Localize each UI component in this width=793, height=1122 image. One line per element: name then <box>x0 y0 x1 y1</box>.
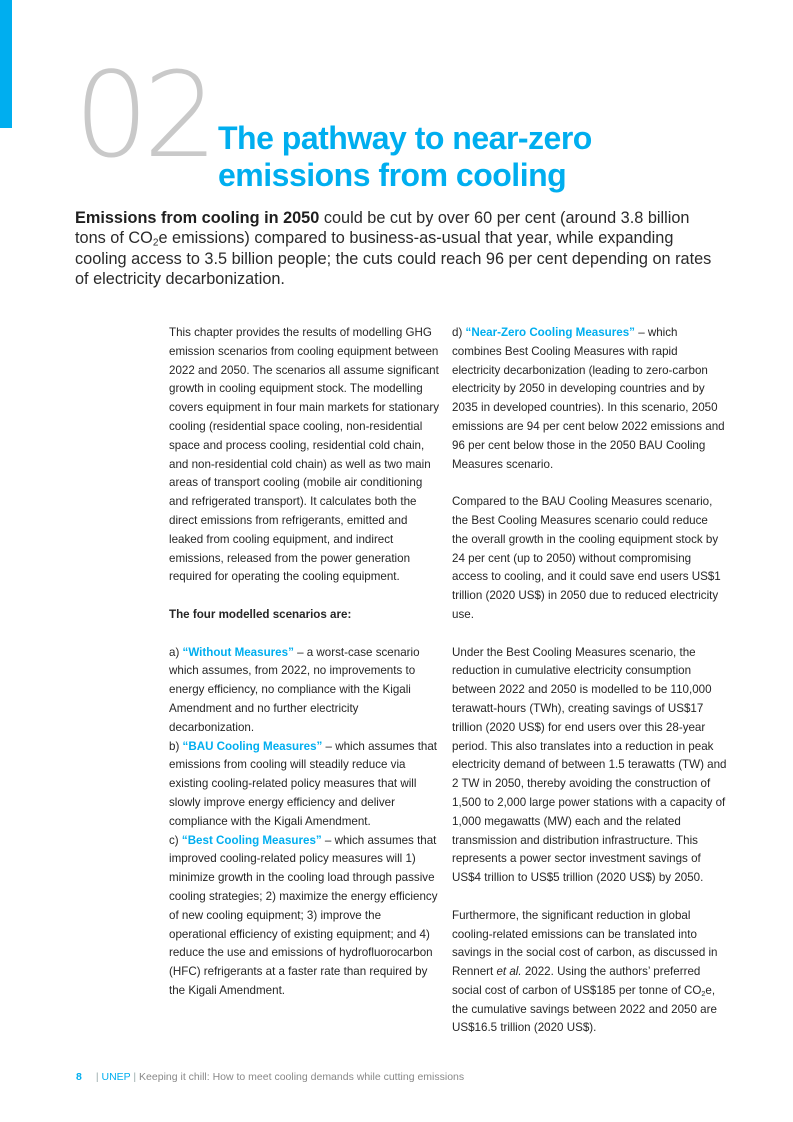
scenario-b <box>169 738 441 832</box>
social-cost-text-1: Furthermore, the significant reduction in global cooling-related emissions can be translated into savings in the social cost of carbon, as discussed in Rennert <box>452 908 718 979</box>
page-footer <box>76 1071 464 1083</box>
bau-comparison-paragraph: Compared to the BAU Cooling Measures scenario, the Best Cooling Measures scenario could reduce the overall growth in the cooling equipment stock by 24 per cent (up to 2050) without compromising access to cooling, and it could save end users US$1 trillion (2020 US$) in 2050 due to reduced electricity use. <box>452 495 721 621</box>
social-cost-subscript: 2 <box>701 988 706 998</box>
social-cost-text-2: 2022. Using the authors’ preferred social cost of carbon of US$185 per tonne of CO <box>452 965 702 997</box>
chapter-number: 02 <box>74 46 213 184</box>
scenario-a <box>169 644 441 738</box>
chapter-title-line-1: The pathway to near-zero <box>218 120 592 156</box>
scenario-a-name: “Without Measures” <box>182 645 294 659</box>
electricity-savings-paragraph: Under the Best Cooling Measures scenario, the reduction in cumulative electricity consumption between 2022 and 2050 is modelled to be 110,000 terawatt-hours (TWh), creating savings of US$17 trillion (2020 US$) for end users over this 28-year period. This also translates into a reduction in peak electricity demand of between 1.5 terawatts (TW) and 2 TW in 2050, thereby avoiding the construction of 1,500 to 2,000 large power stations with a capacity of 1,000 megawatts (MW) each and the related transmission and distribution infrastructure. This represents a power sector investment savings of US$4 trillion to US$5 trillion (2020 US$) by 2050. <box>452 645 727 885</box>
scenario-c-name: “Best Cooling Measures” <box>181 833 322 847</box>
scenarios-heading: The four modelled scenarios are: <box>169 607 352 621</box>
chapter-title <box>218 120 738 194</box>
chapter-overview-paragraph: This chapter provides the results of modelling GHG emission scenarios from cooling equipment between 2022 and 2050. The scenarios all assume significant growth in cooling equipment stock. The modelling covers equipment in four main markets for stationary cooling (residential space cooling, non-residential space and process cooling, residential cold chain, and non-residential cold chain) as well as two main areas of transport cooling (mobile air conditioning and refrigerated transport). It calculates both the direct emissions from refrigerants, emitted and leaked from cooling equipment, and indirect emissions, released from the power generation required for operating the cooling equipment. <box>169 326 439 584</box>
scenario-c-prefix: c) <box>169 833 182 847</box>
scenario-d-prefix: d) <box>452 326 466 339</box>
footer-separator-2: | <box>130 1071 140 1083</box>
footer-org: UNEP <box>101 1071 131 1083</box>
scenario-a-text: – a worst-case scenario which assumes, from 2022, no improvements to energy efficiency, no compliance with the Kigali Amendment and no further electricity decarbonization. <box>169 645 420 734</box>
social-cost-italic: et al. <box>496 965 522 979</box>
page-number: 8 <box>76 1071 82 1083</box>
footer-separator-1: | <box>95 1071 102 1083</box>
intro-bold-lead: Emissions from cooling in 2050 <box>75 209 320 227</box>
social-cost-paragraph <box>452 907 727 1039</box>
right-column <box>452 324 727 1038</box>
scenario-b-prefix: b) <box>169 739 183 753</box>
intro-subscript: 2 <box>152 237 159 249</box>
scenario-d-name: “Near-Zero Cooling Measures” <box>465 326 635 339</box>
scenario-d-text: – which combines Best Cooling Measures with rapid electricity decarbonization (leading to zero-carbon electricity by 2050 in developing countries and by 2035 in developed countries). In this scenario, 2050 emissions are 94 per cent below 2022 emissions and 96 per cent below those in the 2050 BAU Cooling Measures scenario. <box>452 326 725 471</box>
chapter-title-line-2: emissions from cooling <box>218 157 567 193</box>
scenario-d <box>452 324 727 474</box>
accent-side-bar <box>0 0 12 128</box>
footer-publication-title: Keeping it chill: How to meet cooling demands while cutting emissions <box>139 1071 465 1083</box>
intro-text-2: e emissions) compared to business-as-usual that year, while expanding cooling access to 3.5 billion people; the cuts could reach 96 per cent depending on rates of electricity decarbonization. <box>75 229 712 288</box>
social-cost-text-3: e, the cumulative savings between 2022 and 2050 are US$16.5 trillion (2020 US$). <box>452 983 717 1035</box>
scenario-c-text: – which assumes that improved cooling-related policy measures will 1) minimize growth in the cooling load through passive cooling strategies; 2) maximize the energy efficiency of new cooling equipment; 3) improve the operational efficiency of existing equipment; and 4) reduce the use and emissions of hydrofluorocarbon (HFC) refrigerants at a faster rate than required by the Kigali Amendment. <box>169 833 438 997</box>
intro-summary <box>75 208 715 289</box>
scenario-b-name: “BAU Cooling Measures” <box>182 739 323 753</box>
scenario-b-text: – which assumes that emissions from cooling will steadily reduce via existing cooling-related policy measures that will slowly improve energy efficiency and deliver compliance with the Kigali Amendment. <box>169 739 438 828</box>
scenario-c <box>169 832 441 1001</box>
intro-text-1: could be cut by over 60 per cent (around 3.8 billion tons of CO <box>75 209 690 248</box>
scenario-a-prefix: a) <box>169 645 183 659</box>
left-column <box>169 324 441 1001</box>
